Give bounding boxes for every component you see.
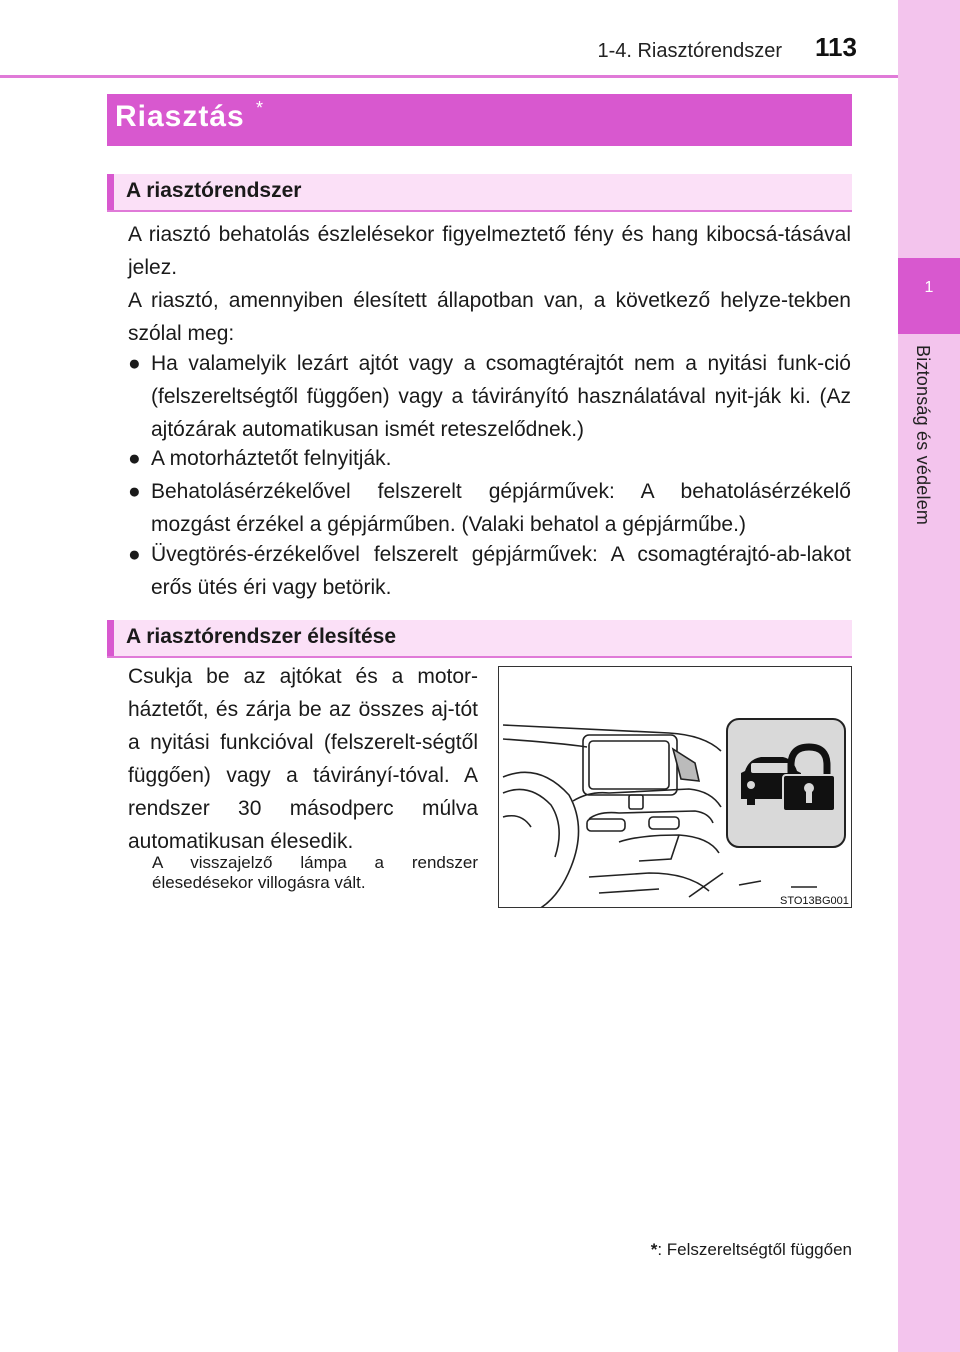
list-item-text: A motorháztetőt felnyitják. bbox=[151, 447, 392, 470]
list-item bbox=[128, 347, 851, 446]
arming-paragraph: Csukja be az ajtókat és a motor-háztetőt, és zárja be az összes aj-tót a nyitási funkcióval (felszerelt-ségtől függően) vagy a távirányí-tóval. A rendszer 30 másodperc múlva automatikusan élesedik. bbox=[128, 665, 478, 853]
chapter-title: Biztonság és védelem bbox=[913, 345, 933, 526]
intro-paragraph: A riasztó behatolás észlelésekor figyelmeztető fény és hang kibocsá-tásával jelez. bbox=[128, 223, 851, 279]
conditions-paragraph: A riasztó, amennyiben élesített állapotban van, a következő helyze-tekben szólal meg: bbox=[128, 289, 851, 345]
list-item-text: Ha valamelyik lezárt ajtót vagy a csomagtérajtót nem a nyitási funk-ció (felszereltségtől függően) vagy a távirányító használatával nyit-ják ki. (Az ajtózárak automatikusan ismét reteszelődnek.) bbox=[151, 352, 851, 441]
footnote-text: : Felszereltségtől függően bbox=[657, 1240, 852, 1259]
bullet-icon: ● bbox=[128, 447, 141, 470]
bullet-icon: ● bbox=[128, 543, 141, 566]
list-item bbox=[128, 475, 851, 541]
indicator-note: A visszajelző lámpa a rendszer élesedésekor villogásra vált. bbox=[152, 853, 478, 892]
list-item-text: Üvegtörés-érzékelővel felszerelt gépjárművek: A csomagtérajtó-ab-lakot erős ütés éri vagy betörik. bbox=[151, 543, 851, 599]
section-heading-text: A riasztórendszer bbox=[126, 179, 302, 202]
section-heading-text: A riasztórendszer élesítése bbox=[126, 625, 397, 648]
bullet-icon: ● bbox=[128, 480, 141, 503]
side-tab-strip bbox=[898, 0, 960, 1352]
section-heading-arming bbox=[107, 620, 852, 656]
footnote bbox=[651, 1240, 852, 1260]
chapter-number: 1 bbox=[924, 279, 934, 296]
page-number: 113 bbox=[815, 32, 857, 62]
header-section-title: 1-4. Riasztórendszer bbox=[597, 40, 782, 62]
list-item bbox=[128, 442, 851, 475]
bullet-icon: ● bbox=[128, 352, 141, 375]
header-divider bbox=[0, 75, 898, 78]
footnote-star: * bbox=[650, 1240, 658, 1259]
dashboard-illustration bbox=[498, 666, 852, 908]
figure-code: STO13BG001 bbox=[780, 895, 849, 907]
section-heading-alarm-system bbox=[107, 174, 852, 210]
title-optional-star: * bbox=[256, 98, 264, 118]
list-item-text: Behatolásérzékelővel felszerelt gépjárművek: A behatolásérzékelő mozgást érzékel a gépjárműben. (Valaki behatol a gépjárműbe.) bbox=[151, 480, 851, 536]
page-title: Riasztás bbox=[115, 100, 245, 133]
dashboard-drawing bbox=[499, 667, 852, 908]
list-item bbox=[128, 538, 851, 604]
